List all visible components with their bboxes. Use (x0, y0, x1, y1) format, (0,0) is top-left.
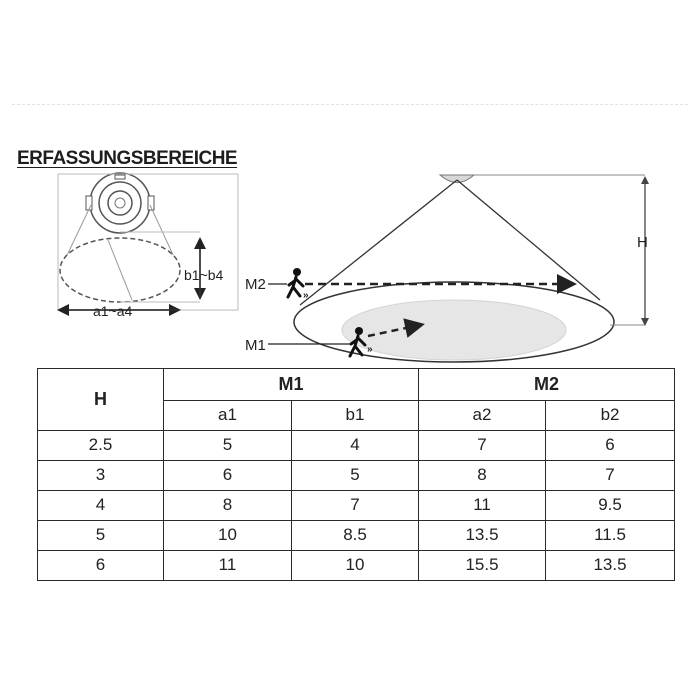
label-m1: M1 (245, 337, 266, 354)
cell-b1: 7 (292, 490, 419, 520)
cell-a2: 15.5 (419, 550, 546, 580)
cell-b1: 8.5 (292, 520, 419, 550)
cell-h: 2.5 (38, 430, 164, 460)
subheader-a1: a1 (164, 400, 292, 430)
label-h: H (637, 234, 648, 251)
cell-a2: 11 (419, 490, 546, 520)
table-row (38, 490, 675, 520)
header-m1: M1 (164, 369, 419, 401)
sensor-top-view (86, 173, 154, 233)
table-row (38, 430, 675, 460)
cell-b2: 7 (546, 460, 675, 490)
header-m2: M2 (419, 369, 675, 401)
cell-b1: 5 (292, 460, 419, 490)
cell-h: 6 (38, 550, 164, 580)
cell-b2: 9.5 (546, 490, 675, 520)
floor-detection-area (294, 282, 614, 362)
label-a1-a4: a1~a4 (93, 303, 133, 319)
cell-b1: 10 (292, 550, 419, 580)
subheader-b2: b2 (546, 400, 675, 430)
detection-range-table (37, 368, 675, 581)
cell-h: 5 (38, 520, 164, 550)
cell-a1: 11 (164, 550, 292, 580)
cell-b1: 4 (292, 430, 419, 460)
header-h: H (38, 369, 164, 431)
subheader-b1: b1 (292, 400, 419, 430)
page-title: ERFASSUNGSBEREICHE (17, 148, 238, 169)
cell-b2: 11.5 (546, 520, 675, 550)
cell-a2: 7 (419, 430, 546, 460)
label-b1-b4: b1~b4 (184, 267, 224, 283)
table-row (38, 460, 675, 490)
cell-a1: 6 (164, 460, 292, 490)
height-dimension (610, 176, 649, 326)
cell-a1: 10 (164, 520, 292, 550)
cell-a1: 5 (164, 430, 292, 460)
cell-b2: 13.5 (546, 550, 675, 580)
subheader-a2: a2 (419, 400, 546, 430)
table-row (38, 520, 675, 550)
cell-h: 4 (38, 490, 164, 520)
ceiling-sensor (440, 175, 645, 183)
svg-text:»: » (367, 344, 373, 355)
cell-a2: 8 (419, 460, 546, 490)
cell-a1: 8 (164, 490, 292, 520)
cell-a2: 13.5 (419, 520, 546, 550)
label-m2: M2 (245, 276, 266, 293)
svg-text:»: » (303, 290, 309, 301)
cell-b2: 6 (546, 430, 675, 460)
cell-h: 3 (38, 460, 164, 490)
table-row (38, 550, 675, 580)
